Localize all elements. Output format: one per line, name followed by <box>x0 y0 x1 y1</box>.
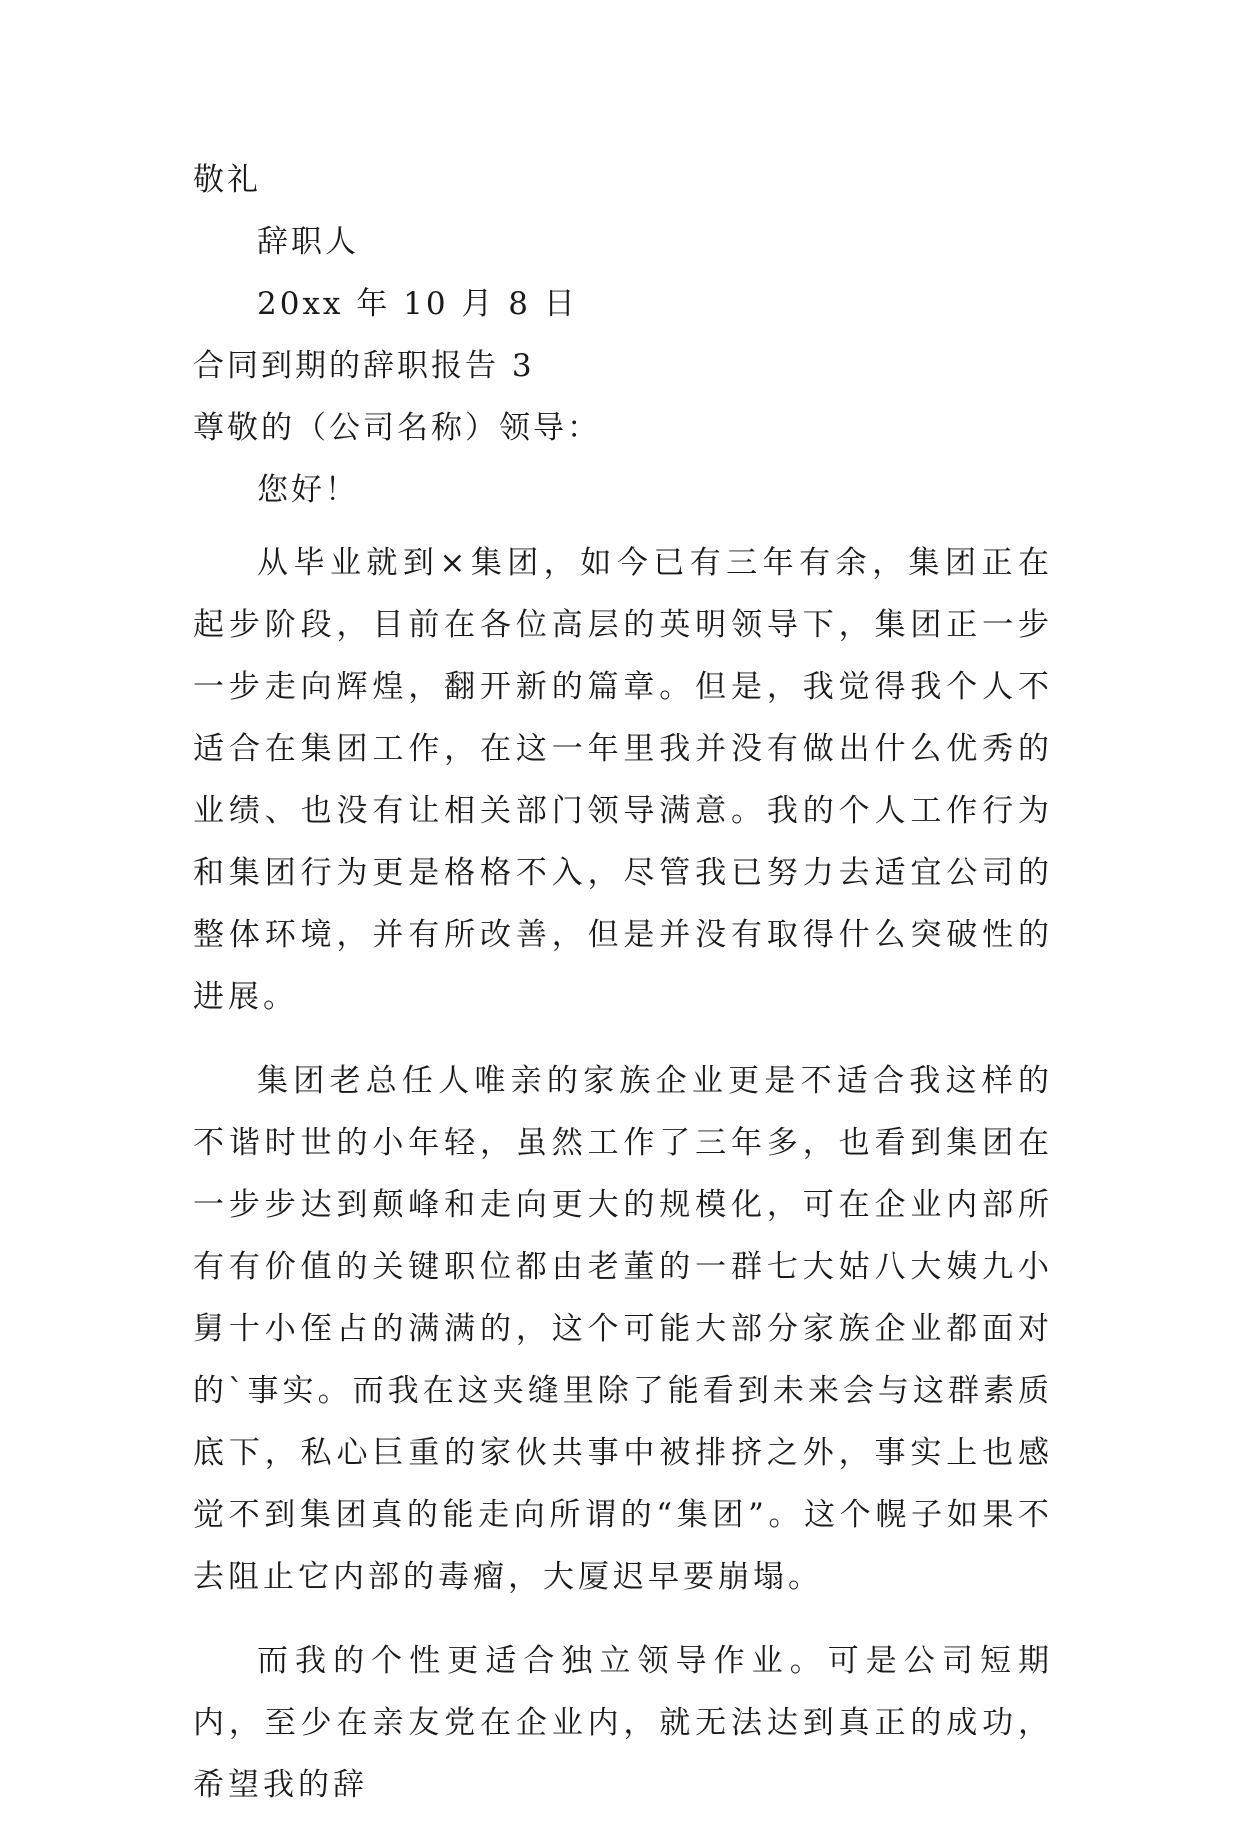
body-paragraph: 集团老总任人唯亲的家族企业更是不适合我这样的不谐时世的小年轻，虽然工作了三年多，也看到集团在一步步达到颠峰和走向更大的规模化，可在企业内部所有有价值的关键职位都由老董的一群七大姑八大姨九小舅十小侄占的满满的，这个可能大部分家族企业都面对的`事实。而我在这夹缝里除了能看到未来会与这群素质底下，私心巨重的家伙共事中被排挤之外，事实上也感觉不到集团真的能走向所谓的“集团”。这个幌子如果不去阻止它内部的毒瘤，大厦迟早要崩塌。 <box>193 1063 1053 1595</box>
greeting-line: 您好！ <box>257 472 359 508</box>
signer-line: 辞职人 <box>257 224 359 260</box>
date-line: 20xx 年 10 月 8 日 <box>257 286 578 322</box>
body-paragraph: 从毕业就到×集团，如今已有三年有余，集团正在起步阶段，目前在各位高层的英明领导下，集团正一步一步走向辉煌，翻开新的篇章。但是，我觉得我个人不适合在集团工作，在这一年里我并没有做出什么优秀的业绩、也没有让相关部门领导满意。我的个人工作行为和集团行为更是格格不入，尽管我已努力去适宜公司的整体环境，并有所改善，但是并没有取得什么突破性的进展。 <box>193 545 1053 1015</box>
document-body <box>193 160 1053 1838</box>
body-paragraph: 而我的个性更适合独立领导作业。可是公司短期内，至少在亲友党在企业内，就无法达到真正的成功，希望我的辞 <box>193 1643 1053 1803</box>
salutation-line: 尊敬的（公司名称）领导： <box>193 410 601 446</box>
closing-line: 敬礼 <box>193 162 261 198</box>
section-title: 合同到期的辞职报告 3 <box>193 348 535 384</box>
